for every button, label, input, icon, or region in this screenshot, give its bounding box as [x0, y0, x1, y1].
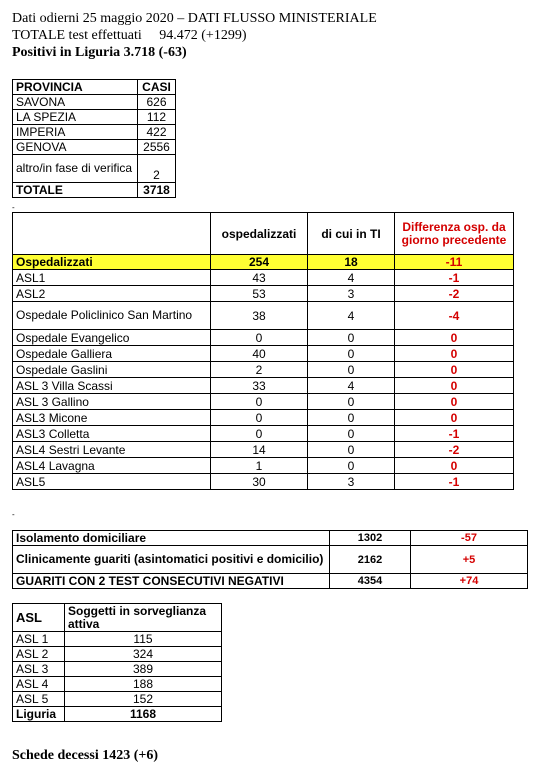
asl-name: ASL 4 — [13, 677, 65, 692]
province-total-label: TOTALE — [13, 183, 138, 198]
hospital-name: Ospedale Policlinico San Martino — [13, 302, 211, 330]
cases-header: CASI — [138, 80, 176, 95]
surveillance-count: 389 — [65, 662, 222, 677]
icu-header: di cui in TI — [308, 213, 395, 255]
status-difference: +74 — [411, 574, 528, 589]
deaths-footer: Schede decessi 1423 (+6) — [12, 748, 159, 763]
icu-value: 4 — [308, 302, 395, 330]
province-cases: 422 — [138, 125, 176, 140]
asl-name: ASL 3 — [13, 662, 65, 677]
difference-value: 0 — [395, 346, 514, 362]
icu-value: 0 — [308, 330, 395, 346]
hospitalized-value: 0 — [211, 394, 308, 410]
hospitalized-value: 1 — [211, 458, 308, 474]
asl-name: ASL 1 — [13, 632, 65, 647]
surveillance-header: Soggetti in sorveglianza attiva — [65, 604, 222, 632]
difference-value: 0 — [395, 410, 514, 426]
hospital-name: Ospedale Gaslini — [13, 362, 211, 378]
surveillance-table — [12, 603, 222, 722]
asl-header: ASL — [13, 604, 65, 632]
icu-value: 3 — [308, 286, 395, 302]
hospital-name: Ospedale Evangelico — [13, 330, 211, 346]
asl-name: ASL 2 — [13, 647, 65, 662]
hospital-name: ASL 3 Villa Scassi — [13, 378, 211, 394]
hospital-name: ASL3 Micone — [13, 410, 211, 426]
icu-value: 0 — [308, 458, 395, 474]
difference-value: 0 — [395, 458, 514, 474]
separator-dash: - — [12, 203, 15, 212]
icu-value: 4 — [308, 378, 395, 394]
status-count: 1302 — [330, 531, 411, 546]
hospitalized-value: 14 — [211, 442, 308, 458]
header-line-positives: Positivi in Liguria 3.718 (-63) — [12, 45, 187, 60]
asl-name: ASL 5 — [13, 692, 65, 707]
province-cases: 2556 — [138, 140, 176, 155]
province-name: IMPERIA — [13, 125, 138, 140]
hospitalized-value: 0 — [211, 426, 308, 442]
province-cases: 626 — [138, 95, 176, 110]
surveillance-count: 324 — [65, 647, 222, 662]
province-cases: 112 — [138, 110, 176, 125]
hospital-total-label: Ospedalizzati — [13, 255, 211, 270]
hospitalized-value: 30 — [211, 474, 308, 490]
province-name: GENOVA — [13, 140, 138, 155]
hospitalized-header: ospedalizzati — [211, 213, 308, 255]
hospital-total-hospitalized: 254 — [211, 255, 308, 270]
surveillance-total-label: Liguria — [13, 707, 65, 722]
hospitalized-value: 0 — [211, 410, 308, 426]
status-label: Isolamento domiciliare — [13, 531, 330, 546]
status-table — [12, 530, 528, 589]
difference-header: Differenza osp. da giorno precedente — [395, 213, 514, 255]
hospitalized-value: 43 — [211, 270, 308, 286]
status-count: 2162 — [330, 546, 411, 574]
hospital-table — [12, 212, 514, 490]
difference-value: 0 — [395, 330, 514, 346]
difference-value: 0 — [395, 362, 514, 378]
hospitalized-value: 40 — [211, 346, 308, 362]
icu-value: 4 — [308, 270, 395, 286]
header-line-tests: TOTALE test effettuati 94.472 (+1299) — [12, 28, 247, 43]
status-count: 4354 — [330, 574, 411, 589]
hospitalized-value: 38 — [211, 302, 308, 330]
icu-value: 0 — [308, 362, 395, 378]
icu-value: 0 — [308, 410, 395, 426]
icu-value: 0 — [308, 426, 395, 442]
hospital-name: ASL4 Lavagna — [13, 458, 211, 474]
surveillance-total-value: 1168 — [65, 707, 222, 722]
icu-value: 0 — [308, 442, 395, 458]
province-cases: 2 — [138, 155, 176, 183]
surveillance-count: 188 — [65, 677, 222, 692]
province-total-value: 3718 — [138, 183, 176, 198]
separator-dash: - — [12, 510, 15, 519]
status-difference: +5 — [411, 546, 528, 574]
difference-value: -1 — [395, 474, 514, 490]
icu-value: 0 — [308, 394, 395, 410]
status-label: GUARITI CON 2 TEST CONSECUTIVI NEGATIVI — [13, 574, 330, 589]
difference-value: 0 — [395, 394, 514, 410]
province-name: altro/in fase di verifica — [13, 155, 138, 183]
difference-value: -2 — [395, 442, 514, 458]
hospital-name: ASL 3 Gallino — [13, 394, 211, 410]
hospital-total-icu: 18 — [308, 255, 395, 270]
icu-value: 3 — [308, 474, 395, 490]
hospital-total-difference: -11 — [395, 255, 514, 270]
province-header: PROVINCIA — [13, 80, 138, 95]
difference-value: -1 — [395, 426, 514, 442]
icu-value: 0 — [308, 346, 395, 362]
province-name: LA SPEZIA — [13, 110, 138, 125]
hospitalized-value: 53 — [211, 286, 308, 302]
province-name: SAVONA — [13, 95, 138, 110]
surveillance-count: 115 — [65, 632, 222, 647]
hospital-name: ASL1 — [13, 270, 211, 286]
difference-value: -2 — [395, 286, 514, 302]
hospital-header-blank — [13, 213, 211, 255]
difference-value: -1 — [395, 270, 514, 286]
hospital-name: ASL3 Colletta — [13, 426, 211, 442]
hospitalized-value: 2 — [211, 362, 308, 378]
hospital-name: ASL5 — [13, 474, 211, 490]
surveillance-count: 152 — [65, 692, 222, 707]
province-table — [12, 79, 176, 198]
hospital-name: Ospedale Galliera — [13, 346, 211, 362]
hospital-name: ASL2 — [13, 286, 211, 302]
hospitalized-value: 33 — [211, 378, 308, 394]
status-difference: -57 — [411, 531, 528, 546]
hospital-name: ASL4 Sestri Levante — [13, 442, 211, 458]
hospitalized-value: 0 — [211, 330, 308, 346]
difference-value: 0 — [395, 378, 514, 394]
status-label: Clinicamente guariti (asintomatici positivi e domicilio) — [13, 546, 330, 574]
difference-value: -4 — [395, 302, 514, 330]
header-line-date: Dati odierni 25 maggio 2020 – DATI FLUSSO MINISTERIALE — [12, 11, 377, 26]
